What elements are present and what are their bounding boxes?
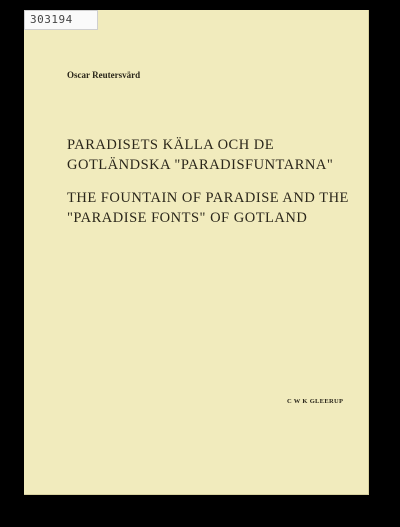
catalog-number-label: 303194 [24, 10, 98, 30]
publisher-name: C W K GLEERUP [287, 398, 344, 405]
title-swedish [67, 135, 333, 175]
title-swedish-line-1: PARADISETS KÄLLA OCH DE [67, 137, 275, 153]
title-swedish-line-2: GOTLÄNDSKA "PARADISFUNTARNA" [67, 157, 334, 173]
book-cover [24, 10, 369, 495]
author-name: Oscar Reutersvärd [67, 70, 141, 80]
title-english-line-1: THE FOUNTAIN OF PARADISE AND THE [67, 190, 349, 206]
title-english-line-2: "PARADISE FONTS" OF GOTLAND [67, 210, 308, 226]
title-english [67, 188, 349, 228]
